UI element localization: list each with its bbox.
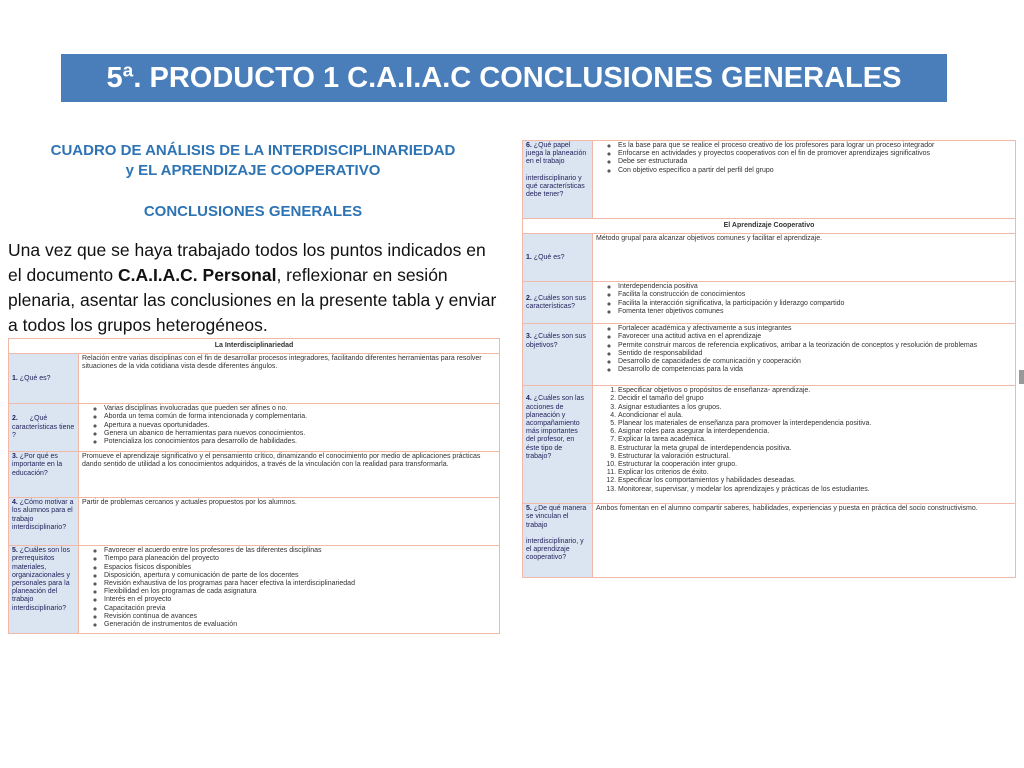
instructions-paragraph [8,238,502,338]
cooperative-learning-table [522,140,1016,578]
table-header-row [523,219,1016,234]
list-item: ◦ Debe ser estructurada [618,158,1012,166]
list-item: ◦ Facilita la construcción de conocimientos [618,291,1012,299]
list-item: ◦ Varias disciplinas involucradas que pueden ser afines o no. [104,405,496,413]
list-item: ◦ Apertura a nuevas oportunidades. [104,422,496,430]
heading-line-1: CUADRO DE ANÁLISIS DE LA INTERDISCIPLINARIEDAD [50,142,456,159]
intro-text-a: Una vez que se haya trabajado todos los puntos indicados en el documento [8,240,486,285]
list-item: ◦ Tiempo para planeación del proyecto [104,555,496,563]
table-header: La Interdisciplinariedad [9,339,500,354]
list-item: ◦ Enfocarse en actividades y proyectos cooperativos con el fin de promover aprendizajes significativos [618,150,1012,158]
table-row [9,354,500,404]
answer-cell [79,404,500,452]
list-item: ◦ Fomenta tener objetivos comunes [618,308,1012,316]
list-item: 13. Monitorear, supervisar, y modelar los aprendizajes y prácticas de los estudiantes. [618,486,1012,494]
table-heading [8,141,498,181]
list-item: 2. Decidir el tamaño del grupo [618,395,1012,403]
question-cell: 4. ¿Cómo motivar a los alumnos para el trabajo interdisciplinario? [9,498,79,546]
question-cell: 2. ¿Qué características tiene ? [9,404,79,452]
list-item: ◦ Disposición, apertura y comunicación de parte de los docentes [104,572,496,580]
list-item: ◦ Revisión continua de avances [104,613,496,621]
list-item: ◦ Permite construir marcos de referencia explicativos, arribar a la teorización de conceptos y resolución de problemas [618,342,1012,350]
list-item: ◦ Es la base para que se realice el proceso creativo de los profesores para lograr un proceso integrador [618,142,1012,150]
question-cell: 5. ¿Cuáles son los prerrequisitos materiales, organizacionales y personales para la planeación del trabajo interdisciplinario? [9,546,79,634]
table-row [523,141,1016,219]
list-item: ◦ Flexibilidad en los programas de cada asignatura [104,588,496,596]
table-header: El Aprendizaje Cooperativo [523,219,1016,234]
list-item: 3. Asignar estudiantes a los grupos. [618,404,1012,412]
answer-cell: Relación entre varias disciplinas con el fin de desarrollar procesos integradores, facilitando diferentes herramientas para resolver situaciones de la vida cotidiana vista desde diferentes ángulos. [79,354,500,404]
conclusions-subheading: CONCLUSIONES GENERALES [143,203,363,220]
answer-cell: Promueve el aprendizaje significativo y el pensamiento crítico, dinamizando el conocimiento por medio de aplicaciones prácticas dando sentido de utilidad a los conocimientos adquiridos, a través de la vinculación con la realidad para transformarla. [79,452,500,498]
question-cell: 3. ¿Por qué es importante en la educación? [9,452,79,498]
edge-marker [1019,370,1024,384]
list-item: ◦ Genera un abanico de herramientas para nuevos conocimientos. [104,430,496,438]
list-item: ◦ Favorecer el acuerdo entre los profesores de las diferentes disciplinas [104,547,496,555]
answer-cell [593,324,1016,386]
question-cell: 6. ¿Qué papel juega la planeación en el trabajo interdisciplinario y qué características debe tener? [523,141,593,219]
table-header-row [9,339,500,354]
table-row [9,452,500,498]
list-item: 11. Explicar los criterios de éxito. [618,469,1012,477]
list-item: ◦ Favorecer una actitud activa en el aprendizaje [618,333,1012,341]
answer-cell: Método grupal para alcanzar objetivos comunes y facilitar el aprendizaje. [593,234,1016,282]
list-item: 10. Estructurar la cooperación inter grupo. [618,461,1012,469]
list-item: 6. Asignar roles para asegurar la interdependencia. [618,428,1012,436]
list-item: ◦ Desarrollo de capacidades de comunicación y cooperación [618,358,1012,366]
list-item: ◦ Desarrollo de competencias para la vida [618,366,1012,374]
slide-title: 5ª. PRODUCTO 1 C.A.I.A.C CONCLUSIONES GENERALES [61,54,947,102]
question-cell: 3. ¿Cuáles son sus objetivos? [523,324,593,386]
question-cell: 1. ¿Qué es? [523,234,593,282]
list-item: ◦ Revisión exhaustiva de los programas para hacer efectiva la interdisciplinariedad [104,580,496,588]
answer-cell [79,546,500,634]
list-item: 7. Explicar la tarea académica. [618,436,1012,444]
list-item: ◦ Aborda un tema común de forma intencionada y complementaria. [104,413,496,421]
intro-text-b: , reflexionar en sesión plenaria, asentar las conclusiones en la presente tabla y enviar a todos los grupos heterogéneos. [8,265,497,335]
list-item: 4. Acondicionar el aula. [618,412,1012,420]
table-row [523,504,1016,578]
list-item: ◦ Con objetivo específico a partir del perfil del grupo [618,167,1012,175]
list-item: ◦ Generación de instrumentos de evaluación [104,621,496,629]
answer-cell [593,386,1016,504]
interdisciplinarity-table [8,338,500,634]
table-row [523,324,1016,386]
answer-cell [593,282,1016,324]
list-item: 5. Planear los materiales de enseñanza para promover la interdependencia positiva. [618,420,1012,428]
list-item: 1. Especificar objetivos o propósitos de enseñanza- aprendizaje. [618,387,1012,395]
list-item: ◦ Sentido de responsabilidad [618,350,1012,358]
answer-cell [593,141,1016,219]
table-row [523,386,1016,504]
list-item: ◦ Potencializa los conocimientos para desarrollo de habilidades. [104,438,496,446]
question-cell: 4. ¿Cuáles son las acciones de planeación y acompañamiento más importantes del profesor, en éste tipo de trabajo? [523,386,593,504]
answer-cell: Ambos fomentan en el alumno compartir saberes, habilidades, experiencias y puesta en práctica del socio constructivismo. [593,504,1016,578]
table-row [523,282,1016,324]
question-cell: 2. ¿Cuáles son sus características? [523,282,593,324]
list-item: ◦ Interés en el proyecto [104,596,496,604]
table-row [9,498,500,546]
heading-line-2: y EL APRENDIZAJE COOPERATIVO [125,162,381,179]
question-cell: 5. ¿De qué manera se vinculan el trabajo interdisciplinario, y el aprendizaje cooperativo? [523,504,593,578]
list-item: ◦ Espacios físicos disponibles [104,564,496,572]
table-row [9,546,500,634]
list-item: ◦ Facilita la interacción significativa, la participación y liderazgo compartido [618,300,1012,308]
list-item: 9. Estructurar la valoración estructural. [618,453,1012,461]
list-item: 12. Especificar los comportamientos y habilidades deseadas. [618,477,1012,485]
list-item: 8. Estructurar la meta grupal de interdependencia positiva. [618,445,1012,453]
list-item: ◦ Fortalecer académica y afectivamente a sus integrantes [618,325,1012,333]
list-item: ◦ Interdependencia positiva [618,283,1012,291]
list-item: ◦ Capacitación previa [104,605,496,613]
question-cell: 1. ¿Qué es? [9,354,79,404]
table-row [9,404,500,452]
table-row [523,234,1016,282]
intro-bold: C.A.I.A.C. Personal [117,265,277,285]
answer-cell: Partir de problemas cercanos y actuales propuestos por los alumnos. [79,498,500,546]
